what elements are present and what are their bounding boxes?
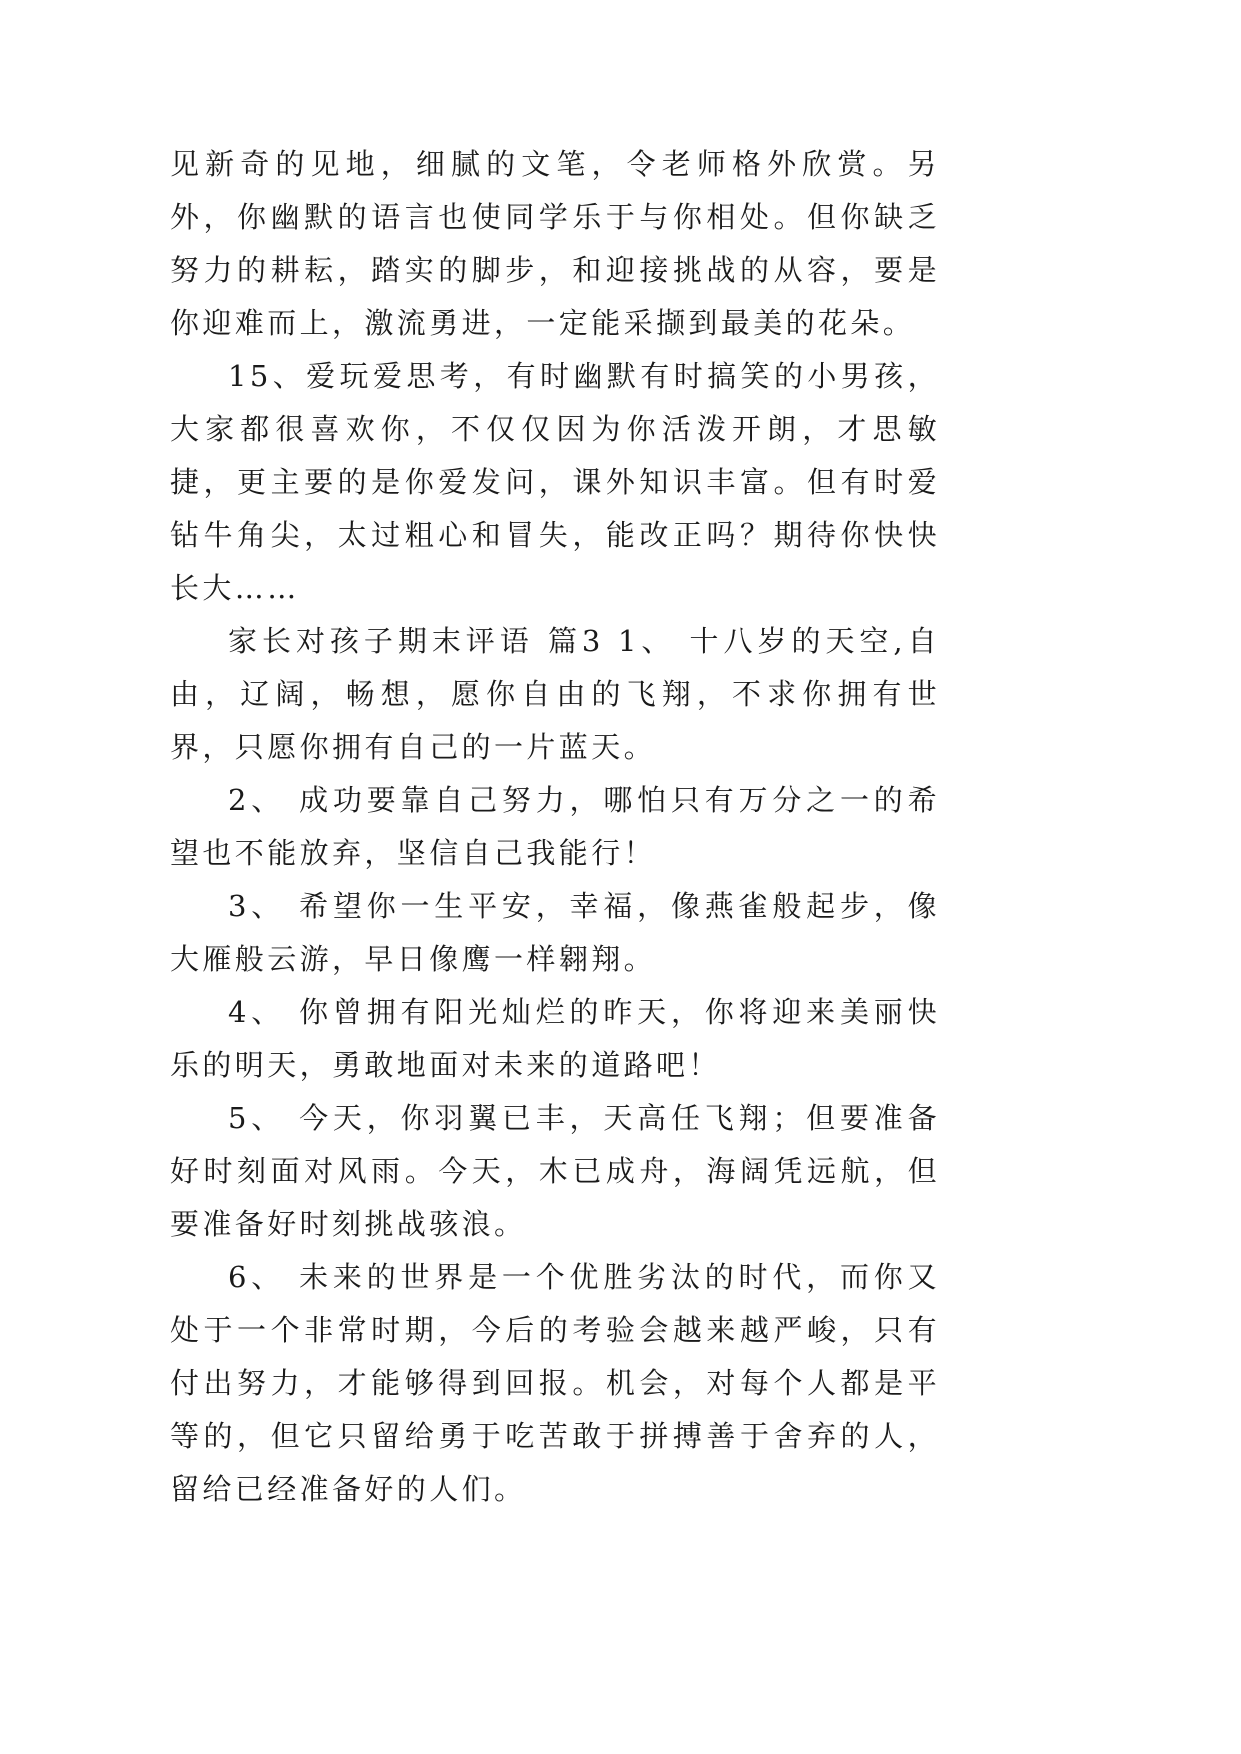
paragraph-item-2: 2、 成功要靠自己努力，哪怕只有万分之一的希望也不能放弃，坚信自己我能行！ — [170, 783, 940, 870]
paragraph-item-5: 5、 今天，你羽翼已丰，天高任飞翔；但要准备好时刻面对风雨。今天，木已成舟，海阔凭远航，但要准备好时刻挑战骇浪。 — [170, 1101, 940, 1241]
paragraph-item-15: 15、爱玩爱思考，有时幽默有时搞笑的小男孩，大家都很喜欢你，不仅仅因为你活泼开朗，才思敏捷，更主要的是你爱发问，课外知识丰富。但有时爱钻牛角尖，太过粗心和冒失，能改正吗？期待你快快长大…… — [170, 359, 940, 605]
paragraph-section-3-item-1: 家长对孩子期末评语 篇3 1、 十八岁的天空,自由，辽阔，畅想，愿你自由的飞翔，不求你拥有世界，只愿你拥有自己的一片蓝天。 — [170, 624, 940, 764]
paragraph-item-3: 3、 希望你一生平安，幸福，像燕雀般起步，像大雁般云游，早日像鹰一样翱翔。 — [170, 889, 940, 976]
document-body — [170, 138, 940, 1516]
paragraph-continuation: 见新奇的见地，细腻的文笔，令老师格外欣赏。另外，你幽默的语言也使同学乐于与你相处。但你缺乏努力的耕耘，踏实的脚步，和迎接挑战的从容，要是你迎难而上，激流勇进，一定能采撷到最美的花朵。 — [170, 147, 940, 340]
paragraph-item-4: 4、 你曾拥有阳光灿烂的昨天，你将迎来美丽快乐的明天，勇敢地面对未来的道路吧！ — [170, 995, 940, 1082]
paragraph-item-6: 6、 未来的世界是一个优胜劣汰的时代，而你又处于一个非常时期，今后的考验会越来越严峻，只有付出努力，才能够得到回报。机会，对每个人都是平等的，但它只留给勇于吃苦敢于拼搏善于舍弃的人，留给已经准备好的人们。 — [170, 1260, 940, 1506]
